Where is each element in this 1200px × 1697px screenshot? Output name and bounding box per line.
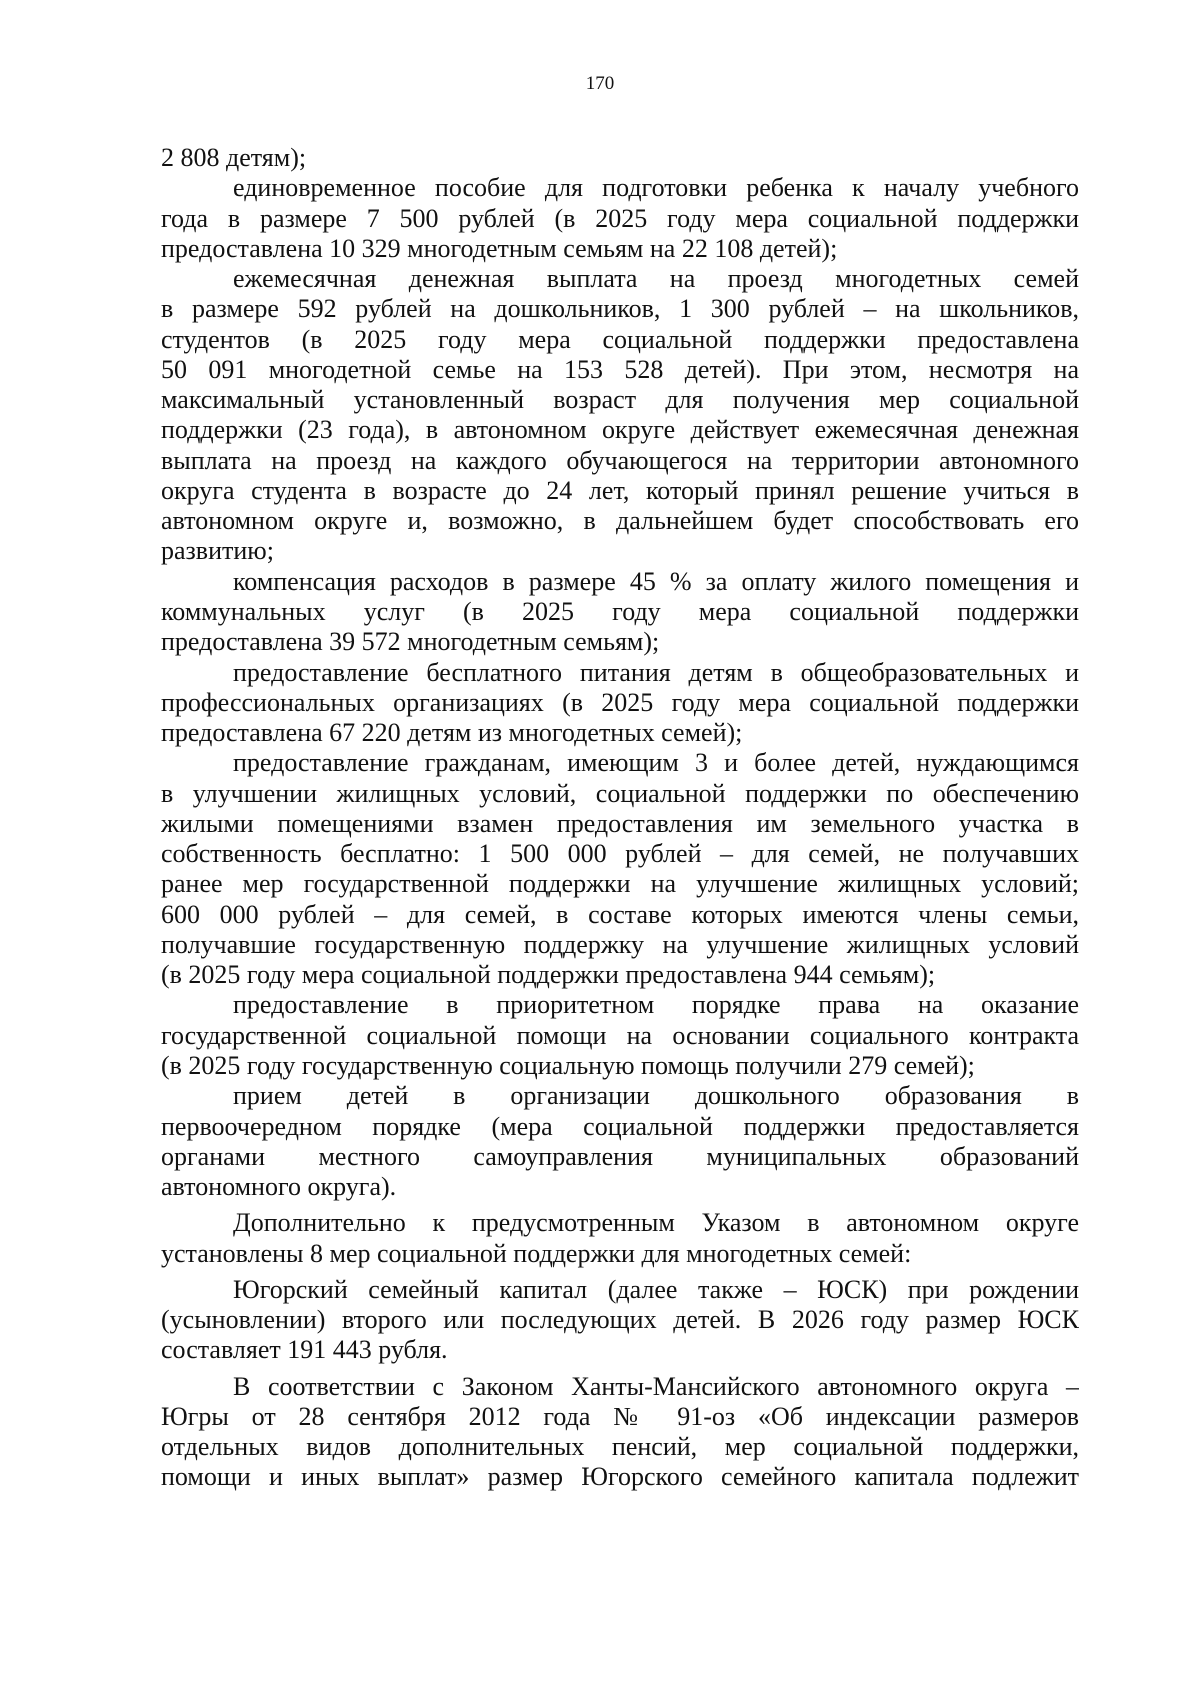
text-line: 2 808 детям); xyxy=(161,143,307,172)
paragraph-first-line: предоставление бесплатного питания детям в общеобразовательных и xyxy=(233,657,1079,687)
paragraph-first-line: Дополнительно к предусмотренным Указом в автономном округе xyxy=(233,1208,1079,1238)
text-line: предоставлена 10 329 многодетным семьям на 22 108 детей); xyxy=(161,233,838,263)
paragraph-first-line: В соответствии с Законом Ханты-Мансийского автономного округа – xyxy=(233,1371,1079,1401)
text-line: (усыновлении) второго или последующих детей. В 2026 году размер ЮСК xyxy=(161,1305,1079,1335)
text-line: органами местного самоуправления муниципальных образований xyxy=(161,1141,1079,1171)
text-line: коммунальных услуг (в 2025 году мера социальной поддержки xyxy=(161,596,1079,626)
text-line: собственность бесплатно: 1 500 000 рублей – для семей, не получавших xyxy=(161,839,1079,869)
text-line: округа студента в возрасте до 24 лет, который принял решение учиться в xyxy=(161,475,1079,505)
paragraph-first-line: ежемесячная денежная выплата на проезд многодетных семей xyxy=(233,264,1079,294)
text-line: года в размере 7 500 рублей (в 2025 году мера социальной поддержки xyxy=(161,203,1079,233)
text-line: развитию; xyxy=(161,536,274,566)
text-line: установлены 8 мер социальной поддержки для многодетных семей: xyxy=(161,1238,912,1268)
text-line: 600 000 рублей – для семей, в составе которых имеются члены семьи, xyxy=(161,899,1079,929)
text-line: студентов (в 2025 году мера социальной поддержки предоставлена xyxy=(161,324,1079,354)
text-line: предоставлена 67 220 детям из многодетных семей); xyxy=(161,718,743,748)
text-line: (в 2025 году государственную социальную помощь получили 279 семей); xyxy=(161,1050,975,1080)
text-line: автономном округе и, возможно, в дальнейшем будет способствовать его xyxy=(161,506,1079,536)
text-line: предоставлена 39 572 многодетным семьям); xyxy=(161,627,660,657)
text-line: поддержки (23 года), в автономном округе действует ежемесячная денежная xyxy=(161,415,1079,445)
text-line: в размере 592 рублей на дошкольников, 1 300 рублей – на школьников, xyxy=(161,294,1079,324)
paragraph-first-line: Югорский семейный капитал (далее также – ЮСК) при рождении xyxy=(233,1274,1079,1304)
text-line: Югры от 28 сентября 2012 года № 91-оз «Об индексации размеров xyxy=(161,1401,1079,1431)
page-number: 170 xyxy=(585,73,615,94)
document-body xyxy=(161,143,1079,1493)
text-line: выплата на проезд на каждого обучающегося на территории автономного xyxy=(161,445,1079,475)
paragraph-first-line: компенсация расходов в размере 45 % за оплату жилого помещения и xyxy=(233,566,1079,596)
text-line: максимальный установленный возраст для получения мер социальной xyxy=(161,385,1079,415)
text-line: первоочередном порядке (мера социальной поддержки предоставляется xyxy=(161,1111,1079,1141)
text-line: в улучшении жилищных условий, социальной поддержки по обеспечению xyxy=(161,778,1079,808)
paragraph-first-line: предоставление гражданам, имеющим 3 и более детей, нуждающимся xyxy=(233,748,1079,778)
text-line: помощи и иных выплат» размер Югорского семейного капитала подлежит xyxy=(161,1462,1079,1492)
text-line: жилыми помещениями взамен предоставления им земельного участка в xyxy=(161,808,1079,838)
text-line: отдельных видов дополнительных пенсий, мер социальной поддержки, xyxy=(161,1432,1079,1462)
text-line: профессиональных организациях (в 2025 году мера социальной поддержки xyxy=(161,687,1079,717)
text-line: ранее мер государственной поддержки на улучшение жилищных условий; xyxy=(161,869,1079,899)
paragraph-first-line: предоставление в приоритетном порядке права на оказание xyxy=(233,990,1079,1020)
text-line: получавшие государственную поддержку на улучшение жилищных условий xyxy=(161,929,1079,959)
text-line: (в 2025 году мера социальной поддержки предоставлена 944 семьям); xyxy=(161,960,936,990)
paragraph-first-line: единовременное пособие для подготовки ребенка к началу учебного xyxy=(233,173,1079,203)
text-line: государственной социальной помощи на основании социального контракта xyxy=(161,1020,1079,1050)
text-line: 50 091 многодетной семье на 153 528 детей). При этом, несмотря на xyxy=(161,354,1079,384)
text-line: составляет 191 443 рубля. xyxy=(161,1335,448,1365)
text-line: автономного округа). xyxy=(161,1172,397,1202)
paragraph-first-line: прием детей в организации дошкольного образования в xyxy=(233,1081,1079,1111)
